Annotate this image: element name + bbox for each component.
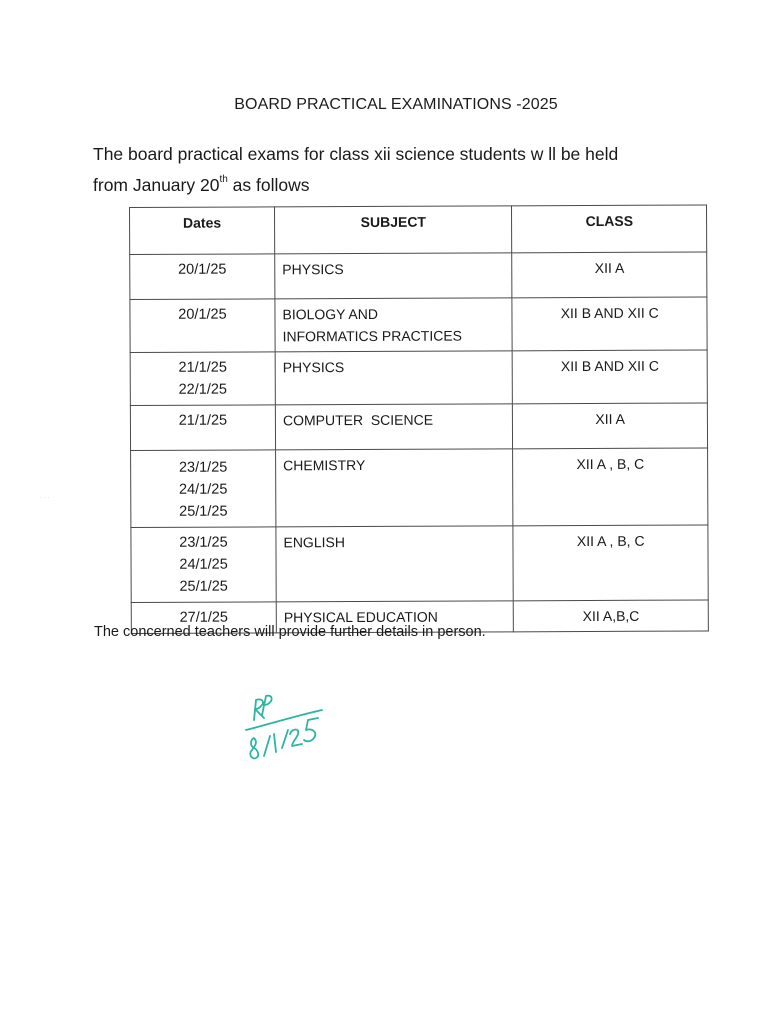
row-class: XII A,B,C: [514, 600, 709, 632]
date-value: 23/1/25: [179, 534, 228, 551]
intro-line-2-suffix: as follows: [227, 174, 310, 195]
row-subject: [275, 253, 513, 299]
date-value: 21/1/25: [178, 359, 227, 376]
date-value: 20/1/25: [178, 261, 227, 278]
row-dates: [131, 527, 276, 603]
document-title: BOARD PRACTICAL EXAMINATIONS -2025: [234, 96, 558, 113]
intro-line-2-prefix: from January 20: [93, 174, 220, 195]
table-row: [131, 525, 708, 603]
exam-schedule-table: [129, 204, 709, 634]
subject-value: BIOLOGY AND: [282, 305, 378, 323]
table-row: [130, 252, 707, 300]
table-row: [130, 403, 707, 451]
row-subject: [275, 298, 513, 352]
row-class: XII A: [513, 403, 708, 449]
date-value: 22/1/25: [178, 381, 228, 398]
header-dates: Dates: [130, 207, 275, 255]
header-subject: SUBJECT: [275, 206, 513, 254]
subject-value: PHYSICS: [282, 261, 344, 278]
date-value: 20/1/25: [178, 306, 227, 323]
date-value: 27/1/25: [179, 609, 229, 626]
row-dates: [131, 450, 276, 528]
row-dates: [130, 254, 275, 300]
row-subject: [275, 404, 513, 450]
row-class: XII B AND XII C: [513, 350, 708, 404]
date-value: 25/1/25: [179, 578, 228, 595]
date-value: 25/1/25: [179, 503, 228, 520]
intro-line-1: The board practical exams for class xii science students w ll be held: [93, 144, 619, 164]
date-value: 24/1/25: [179, 556, 228, 573]
row-subject: [276, 526, 514, 602]
subject-value: ENGLISH: [283, 534, 345, 551]
header-class: CLASS: [512, 205, 707, 253]
row-dates: [130, 352, 275, 406]
handwritten-signature: [240, 690, 330, 770]
intro-paragraph: [93, 140, 693, 199]
date-value: 24/1/25: [178, 481, 228, 498]
row-subject: [276, 449, 514, 527]
subject-value: PHYSICAL EDUCATION: [283, 608, 438, 626]
intro-ordinal-suffix: th: [219, 174, 228, 185]
footer-note: The concerned teachers will provide further details in person.: [94, 624, 486, 640]
table-row: [130, 350, 707, 406]
scan-speck: · · ·: [40, 495, 50, 501]
subject-value: CHEMISTRY: [283, 456, 366, 474]
row-class: XII B AND XII C: [512, 297, 707, 351]
row-class: XII A , B, C: [513, 448, 708, 526]
row-subject: [275, 351, 513, 405]
row-dates: [130, 299, 275, 353]
table-row: [130, 297, 707, 353]
row-class: XII A: [512, 252, 707, 298]
row-class: XII A , B, C: [513, 525, 708, 601]
table-row: [131, 448, 708, 528]
row-dates: [130, 405, 275, 451]
subject-value: INFORMATICS PRACTICES: [282, 327, 463, 345]
subject-value: PHYSICS: [282, 359, 345, 376]
table-header-row: [130, 205, 707, 255]
date-value: 23/1/25: [178, 459, 228, 476]
date-value: 21/1/25: [178, 412, 228, 429]
subject-value: COMPUTER SCIENCE: [282, 411, 434, 429]
